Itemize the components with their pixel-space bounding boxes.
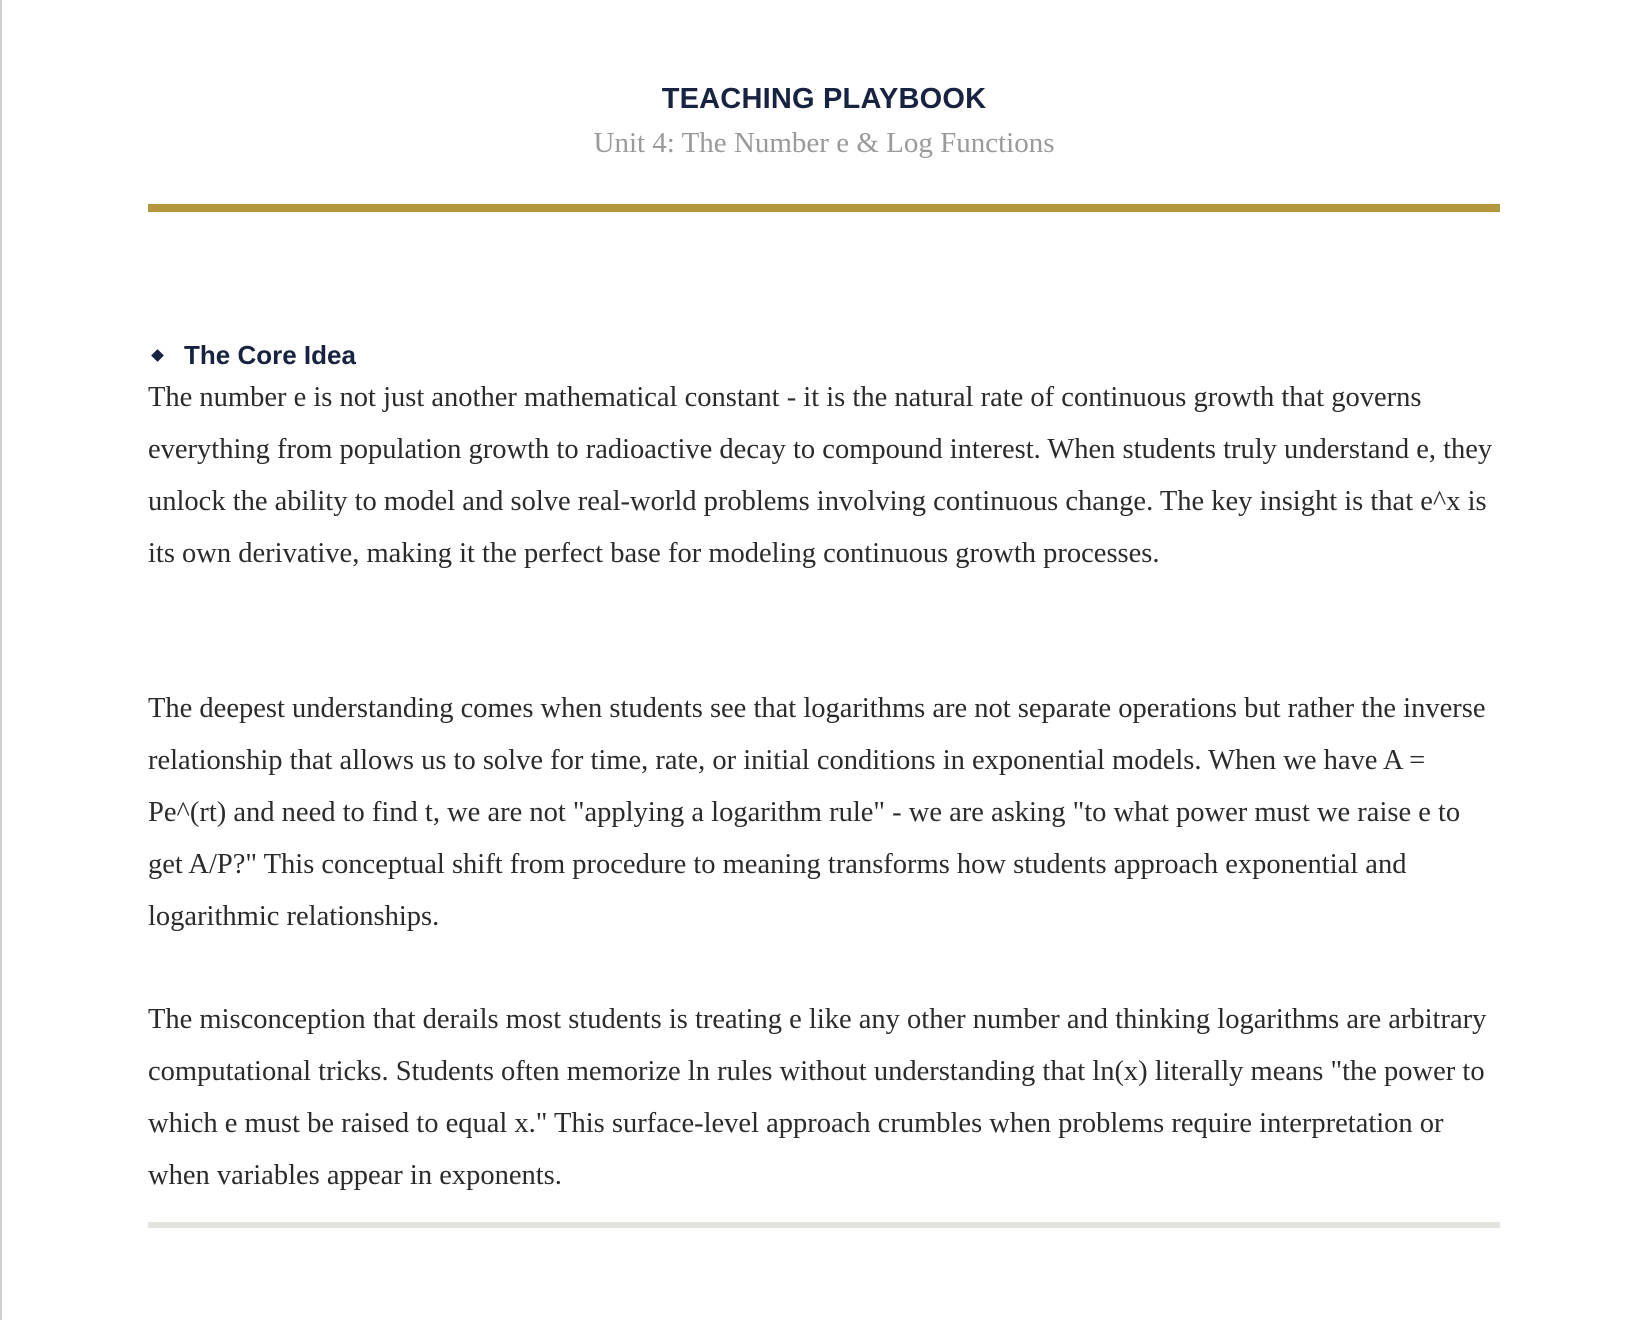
paragraph-logarithms: The deepest understanding comes when students see that logarithms are not separate operations but rather the inverse relationship that allows us to solve for time, rate, or initial conditions in exponential models. When we have A = Pe^(rt) and need to find t, we are not "applying a logarithm rule" - we are asking "to what power must we raise e to get A/P?" This conceptual shift from procedure to meaning transforms how students approach exponential and logarithmic relationships. [148,693,1486,932]
paragraph-misconception: The misconception that derails most students is treating e like any other number and thinking logarithms are arbitrary computational tricks. Students often memorize ln rules without understanding that ln(x) literally means "the power to which e must be raised to equal x." This surface-level approach crumbles when problems require interpretation or when variables appear in exponents. [148,1004,1487,1191]
section-title: The Core Idea [184,339,356,370]
paragraph-core-idea: The number e is not just another mathematical constant - it is the natural rate of continuous growth that governs everything from population growth to radioactive decay to compound interest. When students truly understand e, they unlock the ability to model and solve real-world problems involving continuous change. The key insight is that e^x is its own derivative, making it the perfect base for modeling continuous growth processes. [148,382,1493,569]
section-heading [150,337,356,373]
header-divider [148,204,1500,212]
page-title: TEACHING PLAYBOOK [661,83,987,115]
diamond-bullet-icon [151,349,164,362]
page-subtitle: Unit 4: The Number e & Log Functions [593,127,1055,159]
footer-divider [148,1222,1500,1228]
